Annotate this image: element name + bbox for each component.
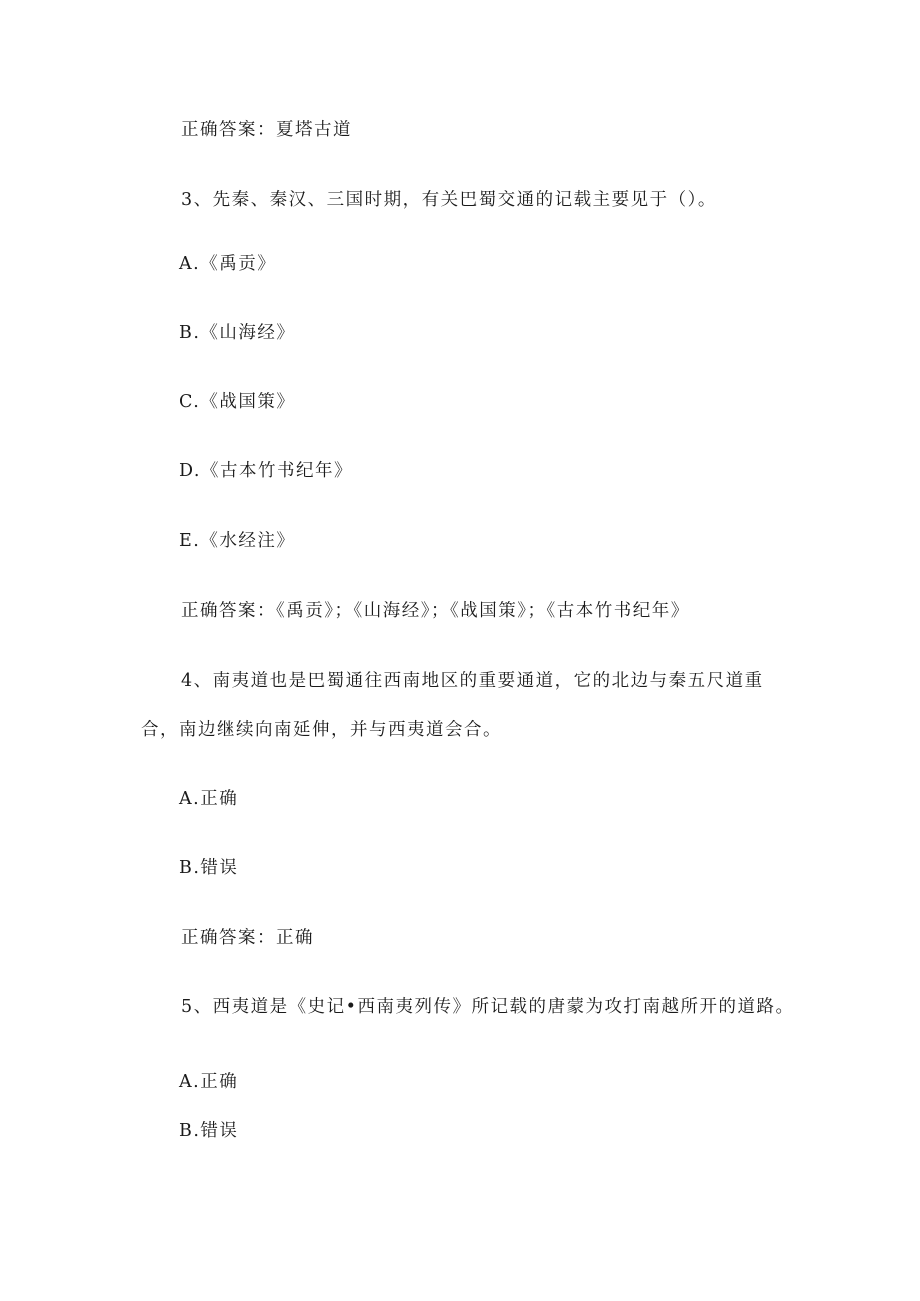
q3-option-e: E.《水经注》 [179,531,296,551]
q3-question: 3、先秦、秦汉、三国时期，有关巴蜀交通的记载主要见于（）。 [181,190,717,210]
q4-option-a: A.正确 [179,789,239,809]
q4-question-line1: 4、南夷道也是巴蜀通往西南地区的重要通道，它的北边与秦五尺道重 [181,671,764,691]
q4-question-line2: 合，南边继续向南延伸，并与西夷道会合。 [141,720,502,740]
q5-question: 5、西夷道是《史记•西南夷列传》所记载的唐蒙为攻打南越所开的道路。 [181,997,795,1017]
q3-option-c: C.《战国策》 [179,392,296,412]
q3-option-a: A.《禹贡》 [179,254,277,274]
q5-option-b: B.错误 [179,1121,239,1141]
q3-option-b: B.《山海经》 [179,323,296,343]
q4-option-b: B.错误 [179,858,239,878]
q3-option-d: D.《古本竹书纪年》 [179,461,353,481]
q3-answer: 正确答案：《禹贡》；《山海经》；《战国策》；《古本竹书纪年》 [181,601,690,621]
q2-answer: 正确答案：夏塔古道 [181,120,352,140]
q4-answer: 正确答案：正确 [181,928,314,948]
q5-option-a: A.正确 [179,1072,239,1092]
